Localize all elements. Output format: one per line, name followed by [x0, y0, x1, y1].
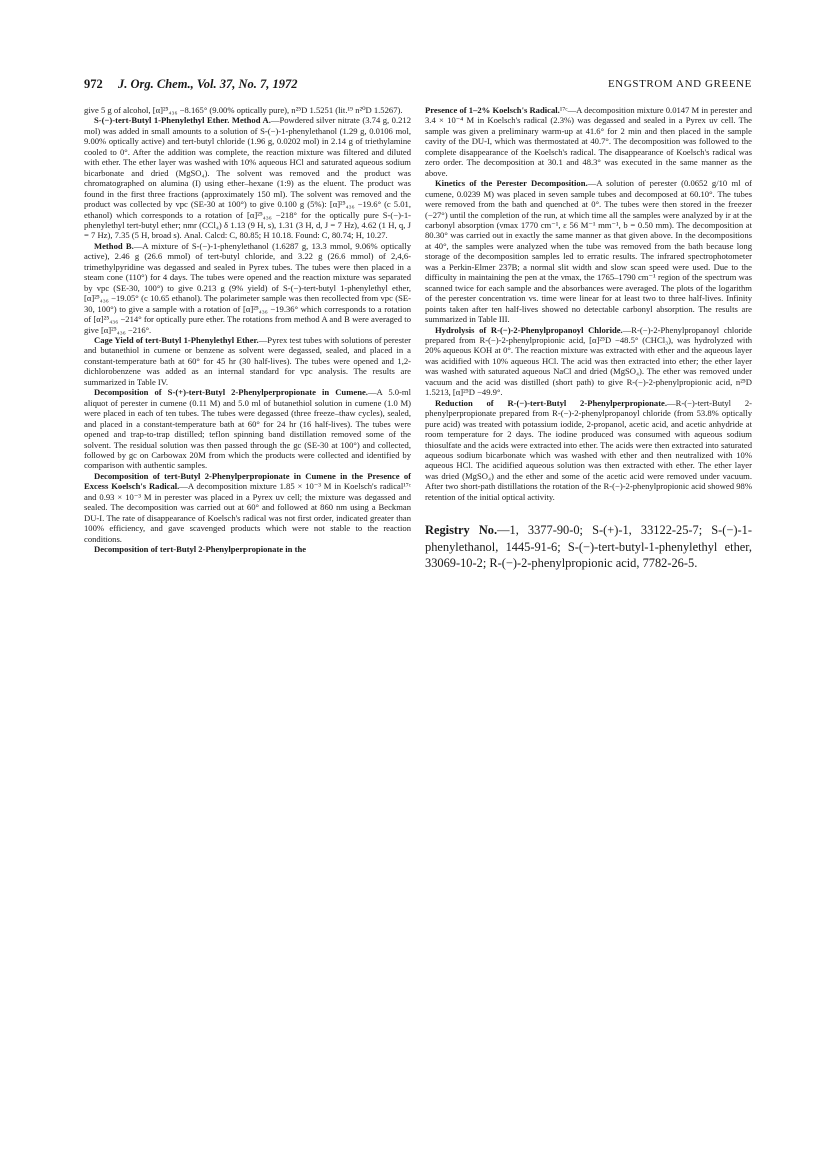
paragraph-text: —A mixture of S-(−)-1-phenylethanol (1.6287 g, 13.3 mmol, 9.06% optically active), 2.46 g (26.6 mmol) of tert-butyl chloride, and 3.22 g (26.6 mmol) of 2,4,6-trimethylpyridine was degassed and sealed in Pyrex tubes. The tubes were then placed in a steam cone (110°) for 4 days. The tubes were opened and the reaction mixture was separated by vpc (SE-30, 100°) to give 0.213 g (9% yield) of S-(−)-tert-butyl 1-phenylethyl ether, [α]²⁵₄₃₆ −19.05° (c 10.65 ethanol). The polarimeter sample was then recollected from vpc (SE-30, 100°) to give a sample with a rotation of [α]²⁵₄₃₆ −19.36° which corresponds to a rotation of [α]²⁵₄₃₆ −214° for optically pure ether. The rotations from method A and B were averaged to give [α]²⁵₄₃₆ −216°. — [84, 240, 411, 335]
paragraph — [84, 241, 411, 335]
right-column — [425, 105, 752, 571]
paragraph — [425, 398, 752, 503]
section-heading: Hydrolysis of R-(−)-2-Phenylpropanoyl Chloride. — [435, 324, 623, 335]
section-heading: Decomposition of tert-Butyl 2-Phenylperpropionate in the — [94, 544, 307, 555]
paragraph — [84, 335, 411, 387]
paragraph-text: —R-(−)-tert-Butyl 2-phenylperpropionate prepared from R-(−)-2-phenylpropanoyl chloride (from 53.8% optically pure acid) was treated with potassium iodide, 2-propanol, acetic acid, and acetic anhydride at room temperature for 2 days. The iodine produced was consumed with aqueous sodium thiosulfate and the acids were extracted into ether. The acids were then extracted into saturated aqueous sodium bicarbonate which was washed with ether and then neutralized with 10% aqueous HCl. The acidified aqueous solution was then extracted with ether. The ether layer was dried (MgSO₄) and the ether and some of the acetic acid were removed under vacuum. After two short-path distillations the rotation of the R-(−)-2-phenylpropionic acid showed 98% retention of the initial optical activity. — [425, 397, 753, 502]
section-heading: Decomposition of S-(+)-tert-Butyl 2-Phenylperpropionate in Cumene. — [94, 387, 368, 398]
section-heading: Cage Yield of tert-Butyl 1-Phenylethyl Ether. — [94, 334, 259, 345]
section-heading: Reduction of R-(−)-tert-Butyl 2-Phenylperpropionate. — [435, 397, 668, 408]
section-heading: S-(−)-tert-Butyl 1-Phenylethyl Ether. Method A. — [94, 115, 271, 126]
registry-heading: Registry No. — [425, 523, 498, 538]
journal-citation: J. Org. Chem., Vol. 37, No. 7, 1972 — [118, 77, 298, 91]
paragraph-text: ¹⁷ᶜ—A decomposition mixture 0.0147 M in perester and 3.4 × 10⁻⁴ M in Koelsch's radical (2.3%) was degassed and sealed in a Pyrex uv cell. The sample was given a preliminary warm-up at 41.6° for 2 min and then placed in the sample cavity of the DU-I, which was thermostated at 40.7°. The decomposition was followed to the complete disappearance of the Koelsch's radical. The disappearance of Koelsch's radical was zero order. The decomposition at 30.1 and 48.3° was executed in the same manner as the above. — [425, 105, 752, 178]
paragraph-text: —Pyrex test tubes with solutions of perester and butanethiol in cumene or benzene as solvent were degassed, sealed, and placed in a constant-temperature bath at 60° for 45 hr (30 half-lives). The tubes were opened and 1,2-dichlorobenzene was added as an internal standard for vpc analysis. The results are summarized in Table IV. — [84, 334, 411, 387]
paragraph-text: —Powdered silver nitrate (3.74 g, 0.212 mol) was added in small amounts to a solution of S-(−)-1-phenylethanol (1.29 g, 0.0106 mol, 9.00% optically active) and tert-butyl chloride (1.96 g, 0.0202 mol) in 2.14 g of triethylamine cooled to 0°. After the addition was complete, the reaction mixture was filtered and diluted with ether. The ether layer was washed with 10% aqueous HCl and saturated aqueous sodium bicarbonate and dried (MgSO₄). The solvent was removed and the product was chromatographed on alumina (I) using ether–hexane (1:9) as the eluent. The product was found in the first three fractions (approximately 150 ml). The solvent was removed and the product was collected by vpc (SE-30 at 100°) to give 0.100 g (5%): [α]²⁵₄₃₆ −19.6° (c 5.01, ethanol) which corresponds to a rotation of [α]²⁵₄₃₆ −218° for the optically pure S-(−)-1-phenylethyl tert-butyl ether; nmr (CCl₄) δ 1.13 (9 H, s), 1.31 (3 H, d, J = 7 Hz), 4.62 (1 H, q, J = 7 Hz), 7.35 (5 H, broad s). Anal. Calcd: C, 80.85; H 10.18. Found: C, 80.74; H, 10.27. — [84, 115, 411, 241]
running-header — [84, 77, 752, 97]
section-heading: Method B. — [94, 240, 134, 251]
paragraph-text: —A decomposition mixture 1.85 × 10⁻³ M in Koelsch's radical¹⁷ᶜ and 0.93 × 10⁻³ M in perester was placed in a Pyrex uv cell; the mixture was degassed and sealed. The decomposition was carried out at 60° and followed at 860 nm using a Beckman DU-I. The rate of disappearance of Koelsch's radical was not first order, indicated greater than 100% efficiency, and gave scavenged products which were not stable to the reaction conditions. — [84, 481, 411, 544]
paragraph-text: —R-(−)-2-Phenylpropanoyl chloride prepared from R-(−)-2-phenylpropionic acid, [α]²⁵D −48.5° (CHCl₃), was hydrolyzed with 20% aqueous KOH at 0°. The reaction mixture was extracted with ether and the aqueous layer was acidified with 10% aqueous HCl. The acid was then extracted into ether; the ether layer was washed with saturated aqueous NaCl and dried (MgSO₄). The ether was removed under vacuum and the acid was distilled (short path) to give R-(−)-2-phenylpropionic acid, n²⁵D 1.5213, [α]²⁵D −49.9°. — [425, 324, 752, 398]
registry-text: —1, 3377-90-0; S-(+)-1, 33122-25-7; S-(−)-1-phenylethanol, 1445-91-6; S-(−)-tert-butyl-1-phenylethyl ether, 33069-10-2; R-(−)-2-phenylpropionic acid, 7782-26-5. — [425, 523, 752, 571]
section-heading: Kinetics of the Perester Decomposition. — [435, 178, 588, 189]
author-names: ENGSTROM AND GREENE — [607, 78, 752, 90]
paragraph-text: —A solution of perester (0.0652 g/10 ml of cumene, 0.0239 M) was placed in seven sample tubes and decomposed at 60.10°. The tubes were removed from the bath and quenched at 0°. The tubes were then stored in the freezer (−27°) until the completion of the run, at which time all the samples were analyzed by ir at the carbonyl absorption (νmax 1770 cm⁻¹, ε 56 M⁻¹ mm⁻¹, b = 0.50 mm). The decomposition at 80.30° was carried out in exactly the same manner as that given above. In the decompositions at 40°, the samples were analyzed when the tube was removed from the bath because long storage of the decomposition samples led to erratic results. The infrared spectrophotometer was a Perkin-Elmer 237B; a normal slit width and slow scan speed were used. Due to the difficulty in maintaining the pen at the νmax, the 1765–1790 cm⁻¹ region of the spectrum was scanned twice for each sample and the absorbances were averaged. The plots of the logarithm of the perester concentration vs. time were linear for at least two to three half-lives. Infinity points taken after ten half-lives showed no detectable carbonyl absorption. The results are summarized in Table III. — [425, 178, 752, 325]
section-heading: Presence of 1–2% Koelsch's Radical. — [425, 105, 560, 115]
paragraph — [84, 115, 411, 240]
paragraph — [425, 325, 752, 398]
section-heading: Decomposition of tert-Butyl 2-Phenylperpropionate in Cumene in the Presence of Excess Koelsch's Radical. — [84, 470, 411, 492]
paragraph — [425, 178, 752, 324]
paragraph — [84, 471, 411, 544]
left-column — [84, 105, 411, 554]
paragraph — [84, 387, 411, 471]
paragraph-text: —A 5.0-ml aliquot of perester in cumene (0.11 M) and 5.0 ml of butanethiol solution in cumene (1.0 M) were placed in each of ten tubes. The tubes were degassed (three freeze–thaw cycles), sealed, and placed in a constant-temperature bath at 60° for 24 hr (16 half-lives). The tubes were opened and trap-to-trap distilled; teflon spinning band distillation removed some of the solvent. The residual solution was then passed through the gc (SE-30 at 100°) and collected, followed by gc on Carbowax 20M from which the products were collected and identified by comparison with authentic samples. — [84, 387, 411, 471]
registry-numbers — [425, 522, 752, 571]
page-number: 972 — [84, 77, 103, 91]
paragraph: give 5 g of alcohol, [α]²⁵₄₃₆ −8.165° (9.00% optically pure), n²⁵D 1.5251 (lit.¹⁹ n²⁰D 1.5267). — [84, 105, 403, 115]
paragraph — [425, 105, 752, 178]
paragraph — [84, 544, 411, 554]
